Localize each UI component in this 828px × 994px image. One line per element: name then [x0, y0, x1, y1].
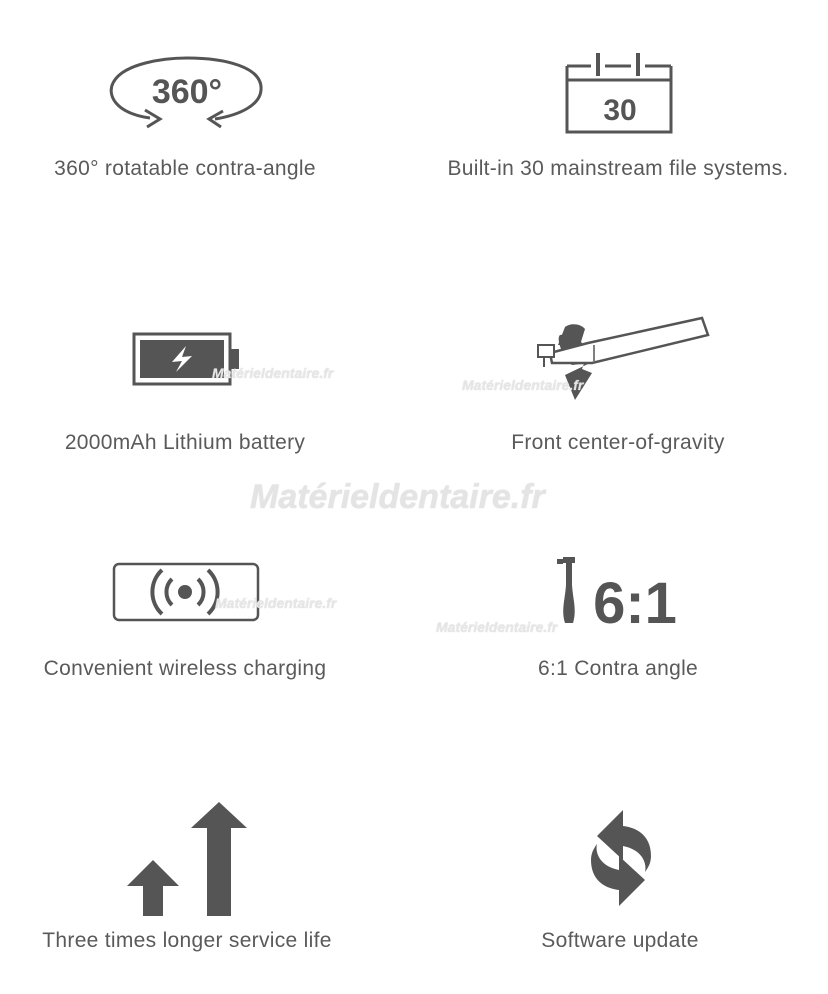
watermark-wireless: Matérieldentaire.fr: [215, 595, 337, 611]
rotate-360-text: 360°: [151, 73, 223, 111]
watermark-ratio: Matérieldentaire.fr: [436, 619, 558, 635]
feature-label-center-of-gravity: Front center-of-gravity: [511, 431, 725, 454]
feature-label-wireless-charging: Convenient wireless charging: [43, 657, 327, 680]
wireless-charging-icon: [112, 562, 260, 624]
watermark-center: Matérieldentaire.fr: [250, 478, 545, 516]
ratio-6-1-text: 6:1: [593, 571, 677, 627]
growth-arrows-icon: [125, 800, 250, 918]
watermark-handpiece: Matérieldentaire.fr: [462, 377, 584, 393]
calendar-30-text: 30: [603, 94, 637, 127]
feature-label-contra-angle: 6:1 Contra angle: [537, 657, 699, 680]
feature-label-file-systems: Built-in 30 mainstream file systems.: [447, 157, 789, 180]
feature-label-software-update: Software update: [541, 929, 699, 952]
feature-label-rotation: 360° rotatable contra-angle: [54, 157, 316, 180]
feature-label-battery: 2000mAh Lithium battery: [64, 431, 306, 454]
refresh-icon: [585, 808, 657, 908]
rotate-360-icon: [105, 55, 267, 130]
ratio-6-1-icon: [555, 555, 690, 627]
calendar-30-icon: [565, 50, 673, 135]
feature-label-service-life: Three times longer service life: [42, 929, 332, 952]
watermark-battery: Matérieldentaire.fr: [212, 365, 334, 381]
